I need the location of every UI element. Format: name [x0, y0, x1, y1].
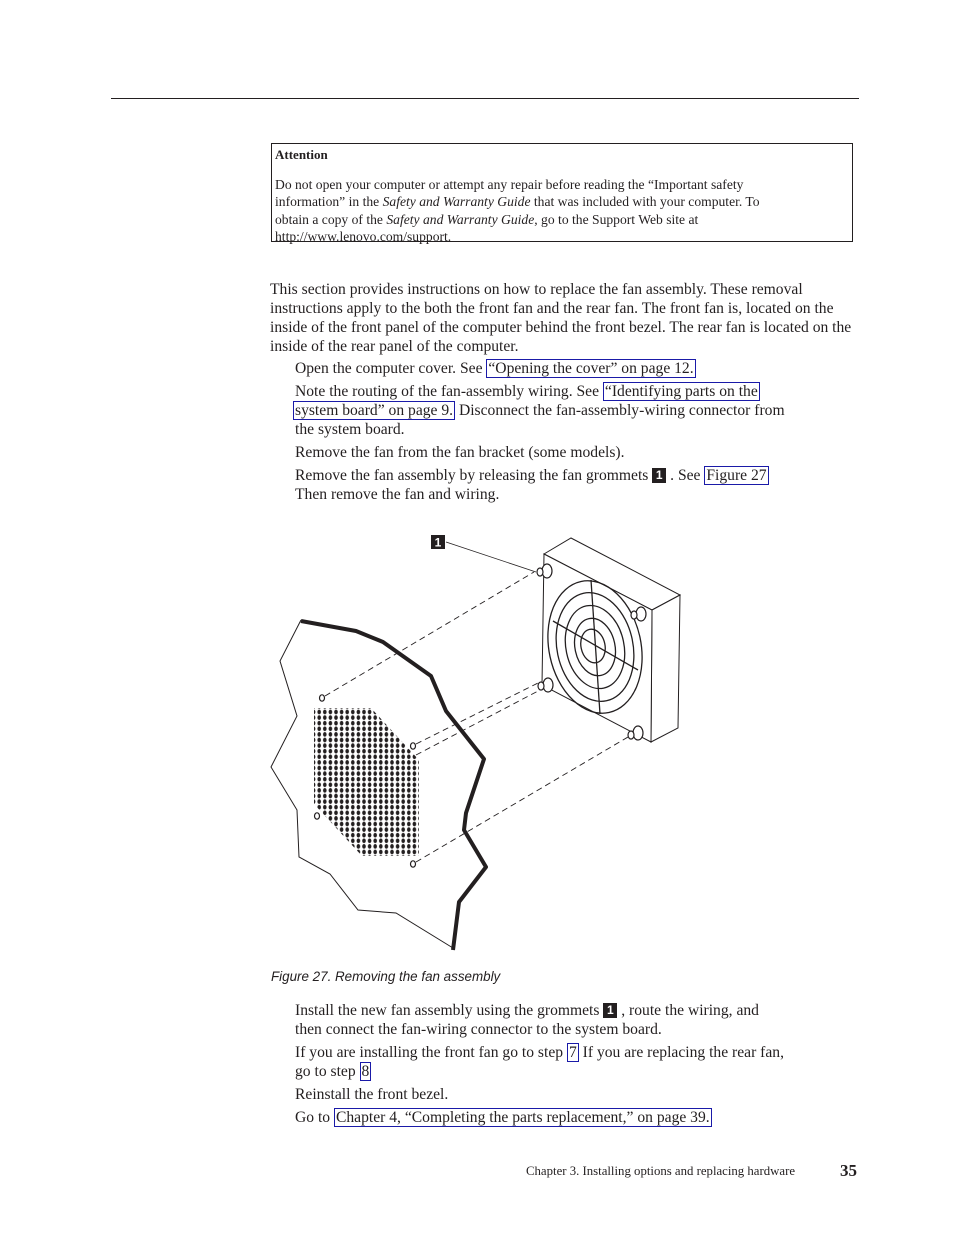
step-text: If you are replacing the rear fan, — [578, 1044, 784, 1061]
step-5-line-1 — [295, 1001, 759, 1020]
figure-callout-label: 1 — [434, 535, 442, 550]
attention-line-1 — [275, 176, 852, 194]
step-text: Note the routing of the fan-assembly wiring. See — [295, 383, 603, 400]
step-text: Reinstall the front bezel. — [295, 1086, 449, 1103]
step-2-line-1 — [295, 382, 760, 401]
identifying-parts-link[interactable]: “Identifying parts on the — [604, 383, 758, 400]
step-4-line-2 — [295, 485, 499, 504]
attention-box — [271, 143, 853, 242]
callout-1-badge: 1 — [603, 1003, 617, 1018]
step-text: Install the new fan assembly using the grommets — [295, 1002, 604, 1019]
step-text: the system board. — [295, 421, 405, 438]
step-text: , route the wiring, and — [617, 1002, 759, 1019]
guide-title: Safety and Warranty Guide — [386, 211, 535, 227]
vent-holes — [314, 708, 420, 858]
step-text: . See — [666, 467, 705, 484]
step-8 — [295, 1108, 712, 1127]
step-text: go to step — [295, 1063, 360, 1080]
step-7-link[interactable]: 7 — [568, 1044, 577, 1061]
step-2-line-2 — [293, 401, 785, 420]
callout-1-badge: 1 — [652, 468, 666, 483]
support-url: http://www.lenovo.com/support. — [275, 229, 452, 244]
step-text: Remove the fan assembly by releasing the fan grommets — [295, 467, 653, 484]
fan-assembly-figure — [266, 530, 696, 955]
attention-line-4 — [275, 228, 852, 246]
step-text: Disconnect the fan-assembly-wiring connector from — [455, 402, 785, 419]
attention-text: that was included with your computer. To — [530, 194, 760, 209]
step-8-link[interactable]: 8 — [361, 1063, 370, 1080]
attention-heading: Attention — [275, 147, 328, 162]
step-text: If you are installing the front fan go to step — [295, 1044, 567, 1061]
step-2-line-3 — [295, 420, 405, 439]
attention-text: Do not open your computer or attempt any repair before reading the “Important safety — [275, 176, 744, 192]
step-text: Go to — [295, 1109, 334, 1126]
attention-text: , go to the Support Web site at — [534, 211, 699, 227]
guide-title: Safety and Warranty Guide — [382, 194, 531, 209]
attention-line-2 — [275, 193, 852, 211]
step-text: Then remove the fan and wiring. — [295, 486, 500, 503]
header-rule — [111, 98, 859, 99]
attention-text: obtain a copy of the — [275, 211, 387, 227]
intro-paragraph: This section provides instructions on how to replace the fan assembly. These removal instructions apply to the both the front fan and the rear fan. The front fan is, located on the inside of the front panel of the computer behind the front bezel. The rear fan is located on the inside of the rear panel of the computer. — [270, 281, 852, 355]
attention-text: information” in the — [275, 194, 383, 209]
figure-27-link[interactable]: Figure 27 — [706, 467, 767, 484]
step-text: Open the computer cover. See — [295, 360, 487, 377]
identifying-parts-link-cont[interactable]: system board” on page 9. — [295, 402, 454, 419]
page-number: 35 — [840, 1161, 857, 1180]
opening-cover-link[interactable]: “Opening the cover” on page 12. — [488, 360, 694, 377]
attention-line-3 — [275, 211, 852, 229]
step-4-line-1 — [295, 466, 769, 485]
step-5-line-2 — [295, 1020, 662, 1039]
footer-chapter: Chapter 3. Installing options and replacing hardware — [526, 1164, 796, 1178]
step-6-line-1 — [295, 1043, 784, 1062]
step-3 — [295, 443, 625, 462]
step-6-line-2 — [295, 1062, 371, 1081]
step-text: Remove the fan from the fan bracket (some models). — [295, 444, 625, 461]
step-1 — [295, 359, 696, 378]
step-7 — [295, 1085, 448, 1104]
figure-caption: Figure 27. Removing the fan assembly — [271, 969, 501, 984]
step-text: then connect the fan-wiring connector to the system board. — [295, 1021, 662, 1038]
chapter-4-link[interactable]: Chapter 4, “Completing the parts replacement,” on page 39. — [335, 1109, 710, 1126]
callout-leader — [446, 542, 536, 572]
